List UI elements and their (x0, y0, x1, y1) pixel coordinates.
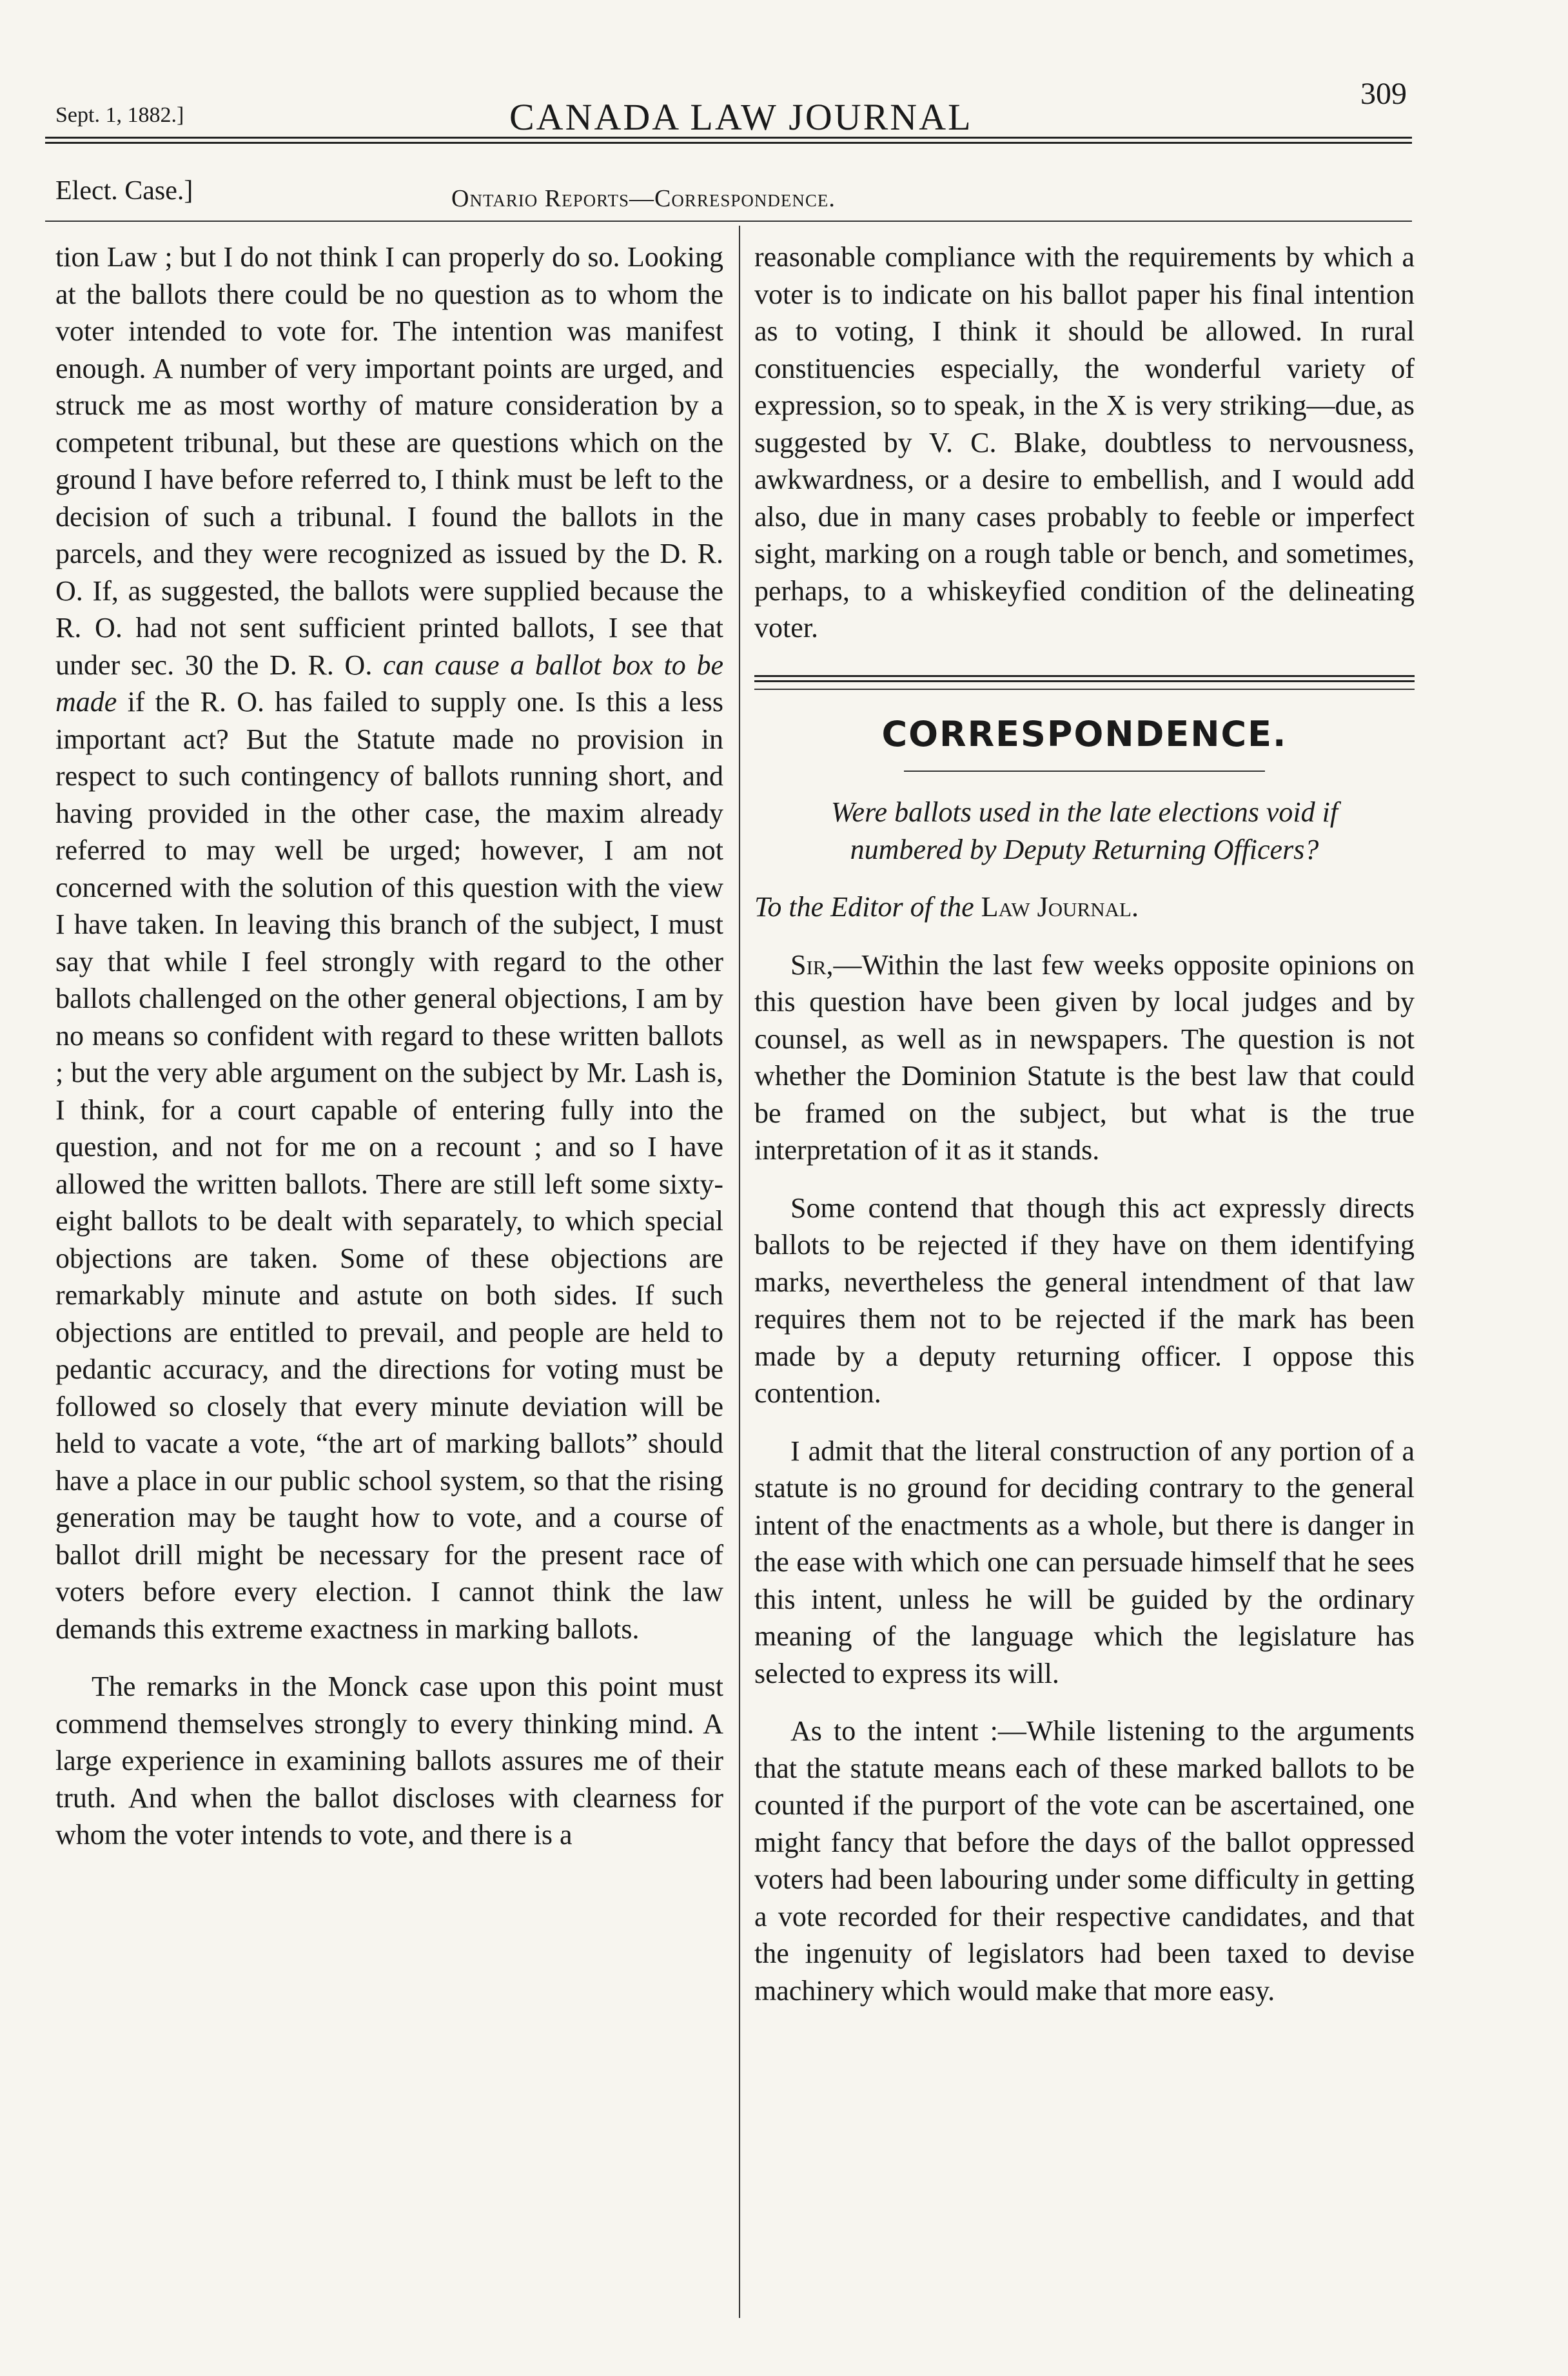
left-p1-italic: can cause a ballot box to be made (55, 649, 724, 718)
left-p1-text-b: if the R. O. has failed to supply one. Is this a less important act? But the Statute made no provision in respect to such contingency of ballots running short, and having provided in the other case, the maxim already referred to may well be urged; however, I am not concerned with the solution of this question with the view I have taken. In leaving this branch of the subject, I must say that while I feel strongly with regard to the other ballots challenged on the other general objections, I am by no means so confident with regard to these written ballots ; but the very able argument on the subject by Mr. Lash is, I think, for a court capable of entering fully into the question, and not for me on a recount ; and so I have allowed the written ballots. There are still left some sixty-eight ballots to be dealt with separately, to which special objections are taken. Some of these objections are remarkably minute and astute on both sides. If such objections are entitled to prevail, and people are held to pedantic accuracy, and the directions for voting must be followed so closely that every minute deviation will be held to vacate a vote, “the art of marking ballots” should have a place in our public school system, so that the rising generation may be taught how to vote, and a course of ballot drill might be necessary for the present race of voters before every election. I cannot think the law demands this extreme exactness in marking ballots. (55, 686, 724, 1645)
heading-rule (904, 771, 1265, 772)
right-paragraph-2 (754, 947, 1415, 1169)
right-paragraph-3: Some contend that though this act expressly directs ballots to be rejected if they have on them identifying marks, nevertheless the general intendment of that law requires them not to be rejected if the mark has been made by a deputy returning officer. I oppose this contention. (754, 1192, 1415, 1409)
letter-sir: Sir, (790, 948, 834, 981)
salutation-journal: Law Journal. (981, 891, 1139, 923)
left-paragraph-1 (55, 239, 723, 1647)
section-label-center: Ontario Reports—Correspondence. (451, 185, 836, 212)
right-column (754, 239, 1415, 2030)
section-separator-double-rule (754, 675, 1415, 682)
header-double-rule (45, 137, 1412, 144)
header-thin-rule (45, 221, 1412, 222)
left-column (55, 239, 723, 1874)
journal-title: CANADA LAW JOURNAL (509, 96, 973, 138)
section-separator-thin-rule (754, 689, 1415, 690)
right-p2-text: —Within the last few weeks opposite opinions on this question have been given by local judges and by counsel, as well as in newspapers. The question is not whether the Dominion Statute is the best law that could be framed on the subject, but what is the true interpretation of it as it stands. (754, 948, 1415, 1166)
right-paragraph-4: I admit that the literal construction of any portion of a statute is no ground for deciding contrary to the general intent of the enactments as a whole, but there is danger in the ease with which one can persuade himself that he sees this intent, unless he will be guided by the ordinary meaning of the language which the legislature has selected to express its will. (754, 1435, 1415, 1689)
right-paragraph-1: reasonable compliance with the requirements by which a voter is to indicate on his ballot paper his final intention as to voting, I think it should be allowed. In rural constituencies especially, the wonderful variety of expression, so to speak, in the X is very striking—due, as suggested by V. C. Blake, doubtless to nervousness, awkwardness, or a desire to embellish, and I would add also, due in many cases probably to feeble or imperfect sight, marking on a rough table or bench, and sometimes, perhaps, to a whiskeyfied condition of the delineating voter. (754, 241, 1415, 643)
left-p1-text-a: tion Law ; but I do not think I can properly do so. Looking at the ballots there could be no question as to whom the voter intended to vote for. The intention was manifest enough. A number of very important points are urged, and struck me as most worthy of mature consideration by a competent tribunal, but these are questions which on the ground I have before referred to, I think must be left to the decision of such a tribunal. I found the ballots in the parcels, and they were recognized as issued by the D. R. O. If, as suggested, the ballots were supplied because the R. O. had not sent sufficient printed ballots, I see that under sec. 30 the D. R. O. (55, 241, 723, 681)
correspondence-heading: CORRESPONDENCE. (881, 713, 1288, 754)
letter-subheading: Were ballots used in the late elections void if numbered by Deputy Returning Officers? (830, 796, 1338, 865)
letter-salutation (754, 889, 1415, 926)
left-paragraph-2: The remarks in the Monck case upon this point must commend themselves strongly to every thinking mind. A large experience in examining ballots assures me of their truth. And when the ballot discloses with clearness for whom the voter intends to vote, and there is a (55, 1671, 723, 1851)
page-number: 309 (1360, 77, 1407, 111)
salutation-text: To the Editor of the (754, 891, 974, 923)
issue-date: Sept. 1, 1882.] (55, 103, 184, 127)
column-divider (739, 226, 740, 2318)
right-paragraph-5: As to the intent :—While listening to the arguments that the statute means each of these marked ballots to be counted if the purport of the vote can be ascertained, one might fancy that before the days of the ballot oppressed voters had been labouring under some difficulty in getting a vote recorded for their respective candidates, and that the ingenuity of legislators had been taxed to devise machinery which would make that more easy. (754, 1715, 1415, 2007)
section-label-left: Elect. Case.] (55, 176, 193, 206)
